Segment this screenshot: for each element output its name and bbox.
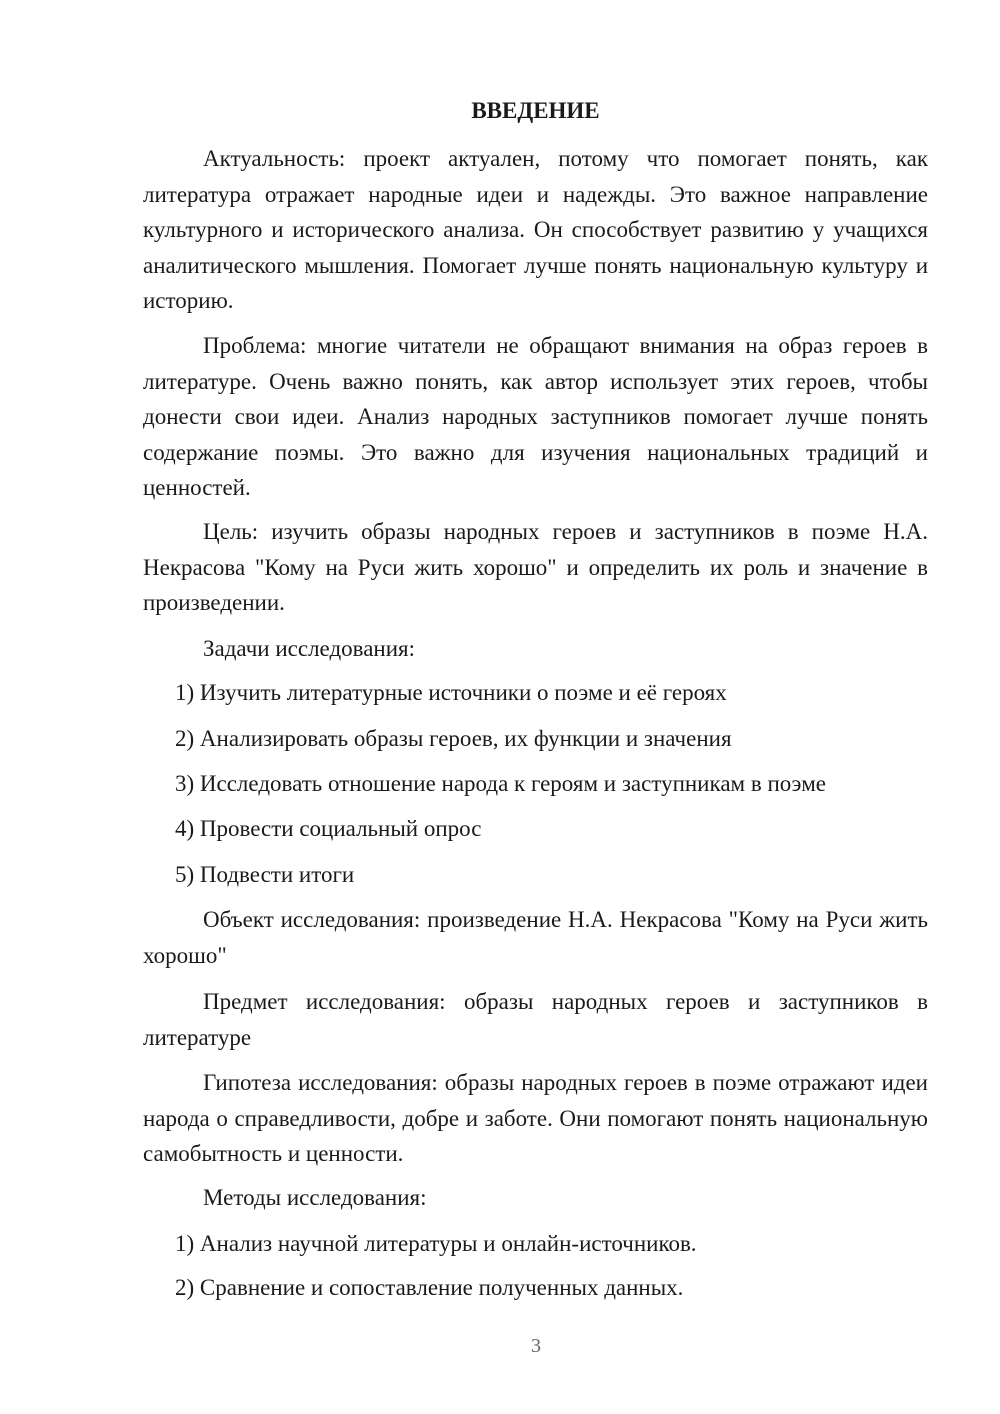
- goal-paragraph: Цель: изучить образы народных героев и заступников в поэме Н.А. Некрасова "Кому на Руси жить хорошо" и определить их роль и значение в произведении.: [143, 519, 928, 615]
- task-item: 4) Провести социальный опрос: [175, 816, 482, 841]
- task-item: 2) Анализировать образы героев, их функции и значения: [175, 726, 732, 751]
- methods-heading: Методы исследования:: [203, 1185, 427, 1210]
- subject-paragraph: Предмет исследования: образы народных героев и заступников в литературе: [143, 989, 928, 1050]
- task-item: 1) Изучить литературные источники о поэме и её героях: [175, 680, 727, 705]
- page-title: ВВЕДЕНИЕ: [471, 98, 600, 123]
- tasks-heading: Задачи исследования:: [203, 636, 416, 661]
- problem-paragraph: Проблема: многие читатели не обращают внимания на образ героев в литературе. Очень важно понять, как автор использует этих героев, чтобы донести свои идеи. Анализ народных заступников помогает лучше понять содержание поэмы. Это важно для изучения национальных традиций и ценностей.: [143, 333, 928, 500]
- task-item: 5) Подвести итоги: [175, 862, 355, 887]
- task-item: 3) Исследовать отношение народа к героям и заступникам в поэме: [175, 771, 826, 796]
- page-number: 3: [531, 1335, 541, 1357]
- object-paragraph: Объект исследования: произведение Н.А. Некрасова "Кому на Руси жить хорошо": [143, 907, 928, 968]
- method-item: 1) Анализ научной литературы и онлайн-источников.: [175, 1231, 697, 1256]
- relevance-paragraph: Актуальность: проект актуален, потому что помогает понять, как литература отражает народные идеи и надежды. Это важное направление культурного и исторического анализа. Он способствует развитию у учащихся аналитического мышления. Помогает лучше понять национальную культуру и историю.: [143, 146, 928, 313]
- hypothesis-paragraph: Гипотеза исследования: образы народных героев в поэме отражают идеи народа о справедливости, добре и заботе. Они помогают понять национальную самобытность и ценности.: [143, 1070, 928, 1166]
- method-item: 2) Сравнение и сопоставление полученных данных.: [175, 1275, 684, 1300]
